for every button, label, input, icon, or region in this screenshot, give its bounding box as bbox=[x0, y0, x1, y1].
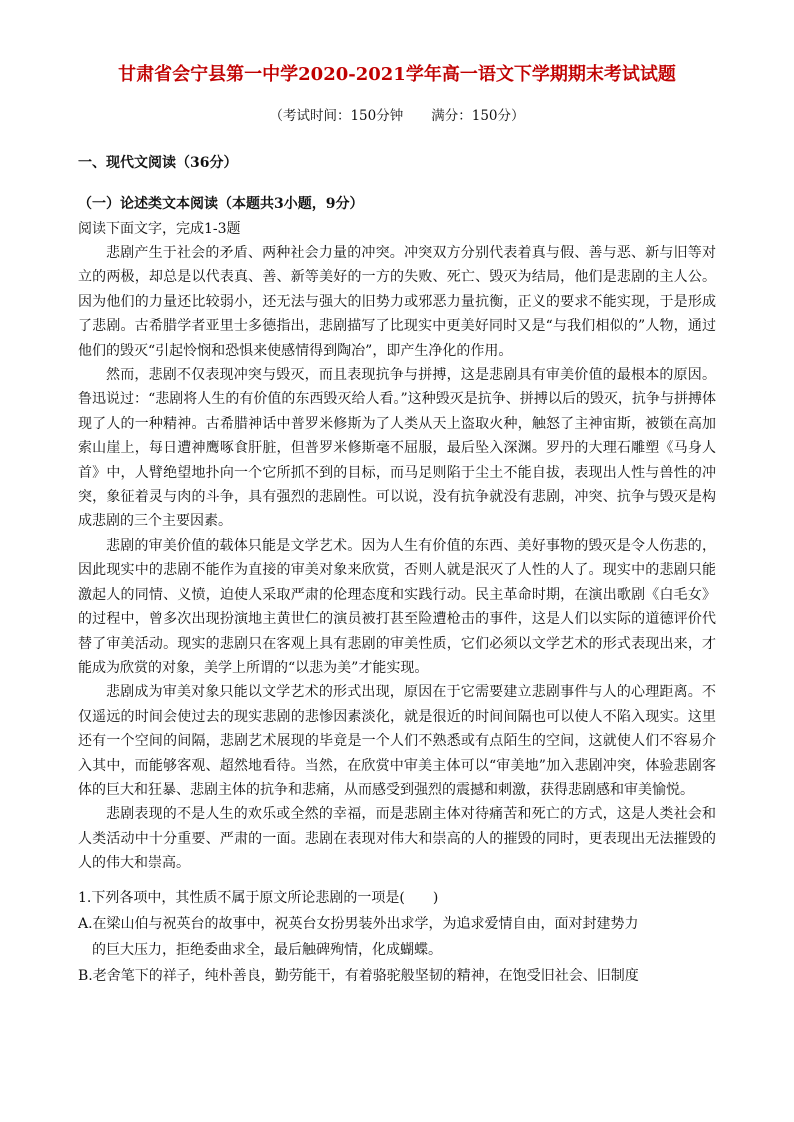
question-1 bbox=[78, 886, 716, 988]
reading-instruction: 阅读下面文字，完成1-3题 bbox=[78, 221, 241, 237]
passage-paragraph: 悲剧产生于社会的矛盾、两种社会力量的冲突。冲突双方分别代表着真与假、善与恶、新与旧等对立的两极，却总是以代表真、善、新等美好的一方的失败、死亡、毁灭为结局，他们是悲剧的主人公。因为他们的力量还比较弱小，还无法与强大的旧势力或邪恶力量抗衡，正义的要求不能实现，于是形成了悲剧。古希腊学者亚里士多德指出，悲剧描写了比现实中更美好同时又是“与我们相似的”人物，通过他们的毁灭“引起怜悯和恐惧来使感情得到陶冶”，即产生净化的作用。 bbox=[78, 245, 716, 359]
exam-info bbox=[78, 106, 716, 126]
passage-paragraph: 然而，悲剧不仅表现冲突与毁灭，而且表现抗争与拼搏，这是悲剧具有审美价值的最根本的原因。鲁迅说过：“悲剧将人生的有价值的东西毁灭给人看。”这种毁灭是抗争、拼搏以后的毁灭，抗争与拼搏体现了人的一种精神。古希腊神话中普罗米修斯为了人类从天上盗取火种，触怒了主神宙斯，被锁在高加索山崖上，每日遭神鹰啄食肝脏，但普罗米修斯毫不屈服，最后坠入深渊。罗丹的大理石雕塑《马身人首》中，人臂绝望地扑向一个它所抓不到的目标，而马足则陷于尘土不能自拔，表现出人性与兽性的冲突，象征着灵与肉的斗争，具有强烈的悲剧性。可以说，没有抗争就没有悲剧，冲突、抗争与毁灭是构成悲剧的三个主要因素。 bbox=[78, 367, 716, 530]
question-stem: 1.下列各项中，其性质不属于原文所论悲剧的一项是( ) bbox=[78, 889, 439, 906]
option-a-continued: 的巨大压力，拒绝委曲求全，最后触碑殉情，化成蝴蝶。 bbox=[92, 941, 442, 958]
passage-paragraph: 悲剧的审美价值的载体只能是文学艺术。因为人生有价值的东西、美好事物的毁灭是令人伤悲的，因此现实中的悲剧不能作为直接的审美对象来欣赏，否则人就是泯灭了人性的人了。现实中的悲剧只能激起人的同情、义愤，迫使人采取严肃的伦理态度和实践行动。民主革命时期，在演出歌剧《白毛女》的过程中，曾多次出现扮演地主黄世仁的演员被打甚至险遭枪击的事件，这是人们以实际的道德评价代替了审美活动。现实的悲剧只在客观上具有悲剧的审美性质，它们必须以文学艺术的形式表现出来，才能成为欣赏的对象，美学上所谓的“以悲为美”才能实现。 bbox=[78, 537, 716, 676]
option-b: B.老舍笔下的祥子，纯朴善良，勤劳能干，有着骆驼般坚韧的精神，在饱受旧社会、旧制度 bbox=[78, 967, 639, 984]
full-score: 满分：150分） bbox=[431, 108, 525, 124]
reading-passage bbox=[78, 241, 716, 876]
exam-time: （考试时间：150分钟 bbox=[269, 108, 404, 124]
passage-paragraph: 悲剧表现的不是人生的欢乐或全然的幸福，而是悲剧主体对待痛苦和死亡的方式，这是人类社会和人类活动中十分重要、严肃的一面。悲剧在表现对伟大和崇高的人的摧毁的同时，更表现出无法摧毁的人的伟大和崇高。 bbox=[78, 806, 716, 872]
option-a: A.在梁山伯与祝英台的故事中，祝英台女扮男装外出求学，为追求爱情自由，面对封建势力 bbox=[78, 915, 639, 932]
passage-paragraph: 悲剧成为审美对象只能以文学艺术的形式出现，原因在于它需要建立悲剧事件与人的心理距离。不仅遥远的时间会使过去的现实悲剧的悲惨因素淡化，就是很近的时间间隔也可以使人不陷入现实。这里还有一个空间的间隔，悲剧艺术展现的毕竟是一个人们不熟悉或有点陌生的空间，这就使人们不容易介入其中，而能够客观、超然地看待。当然，在欣赏中审美主体可以“审美地”加入悲剧冲突，体验悲剧客体的巨大和狂暴、悲剧主体的抗争和悲痛，从而感受到强烈的震撼和刺激，获得悲剧感和审美愉悦。 bbox=[78, 684, 716, 798]
part-heading: （一）论述类文本阅读（本题共3小题，9分） bbox=[78, 196, 364, 212]
exam-title: 甘肃省会宁县第一中学2020-2021学年高一语文下学期期末考试试题 bbox=[118, 64, 676, 85]
section-heading: 一、现代文阅读（36分） bbox=[78, 155, 238, 171]
